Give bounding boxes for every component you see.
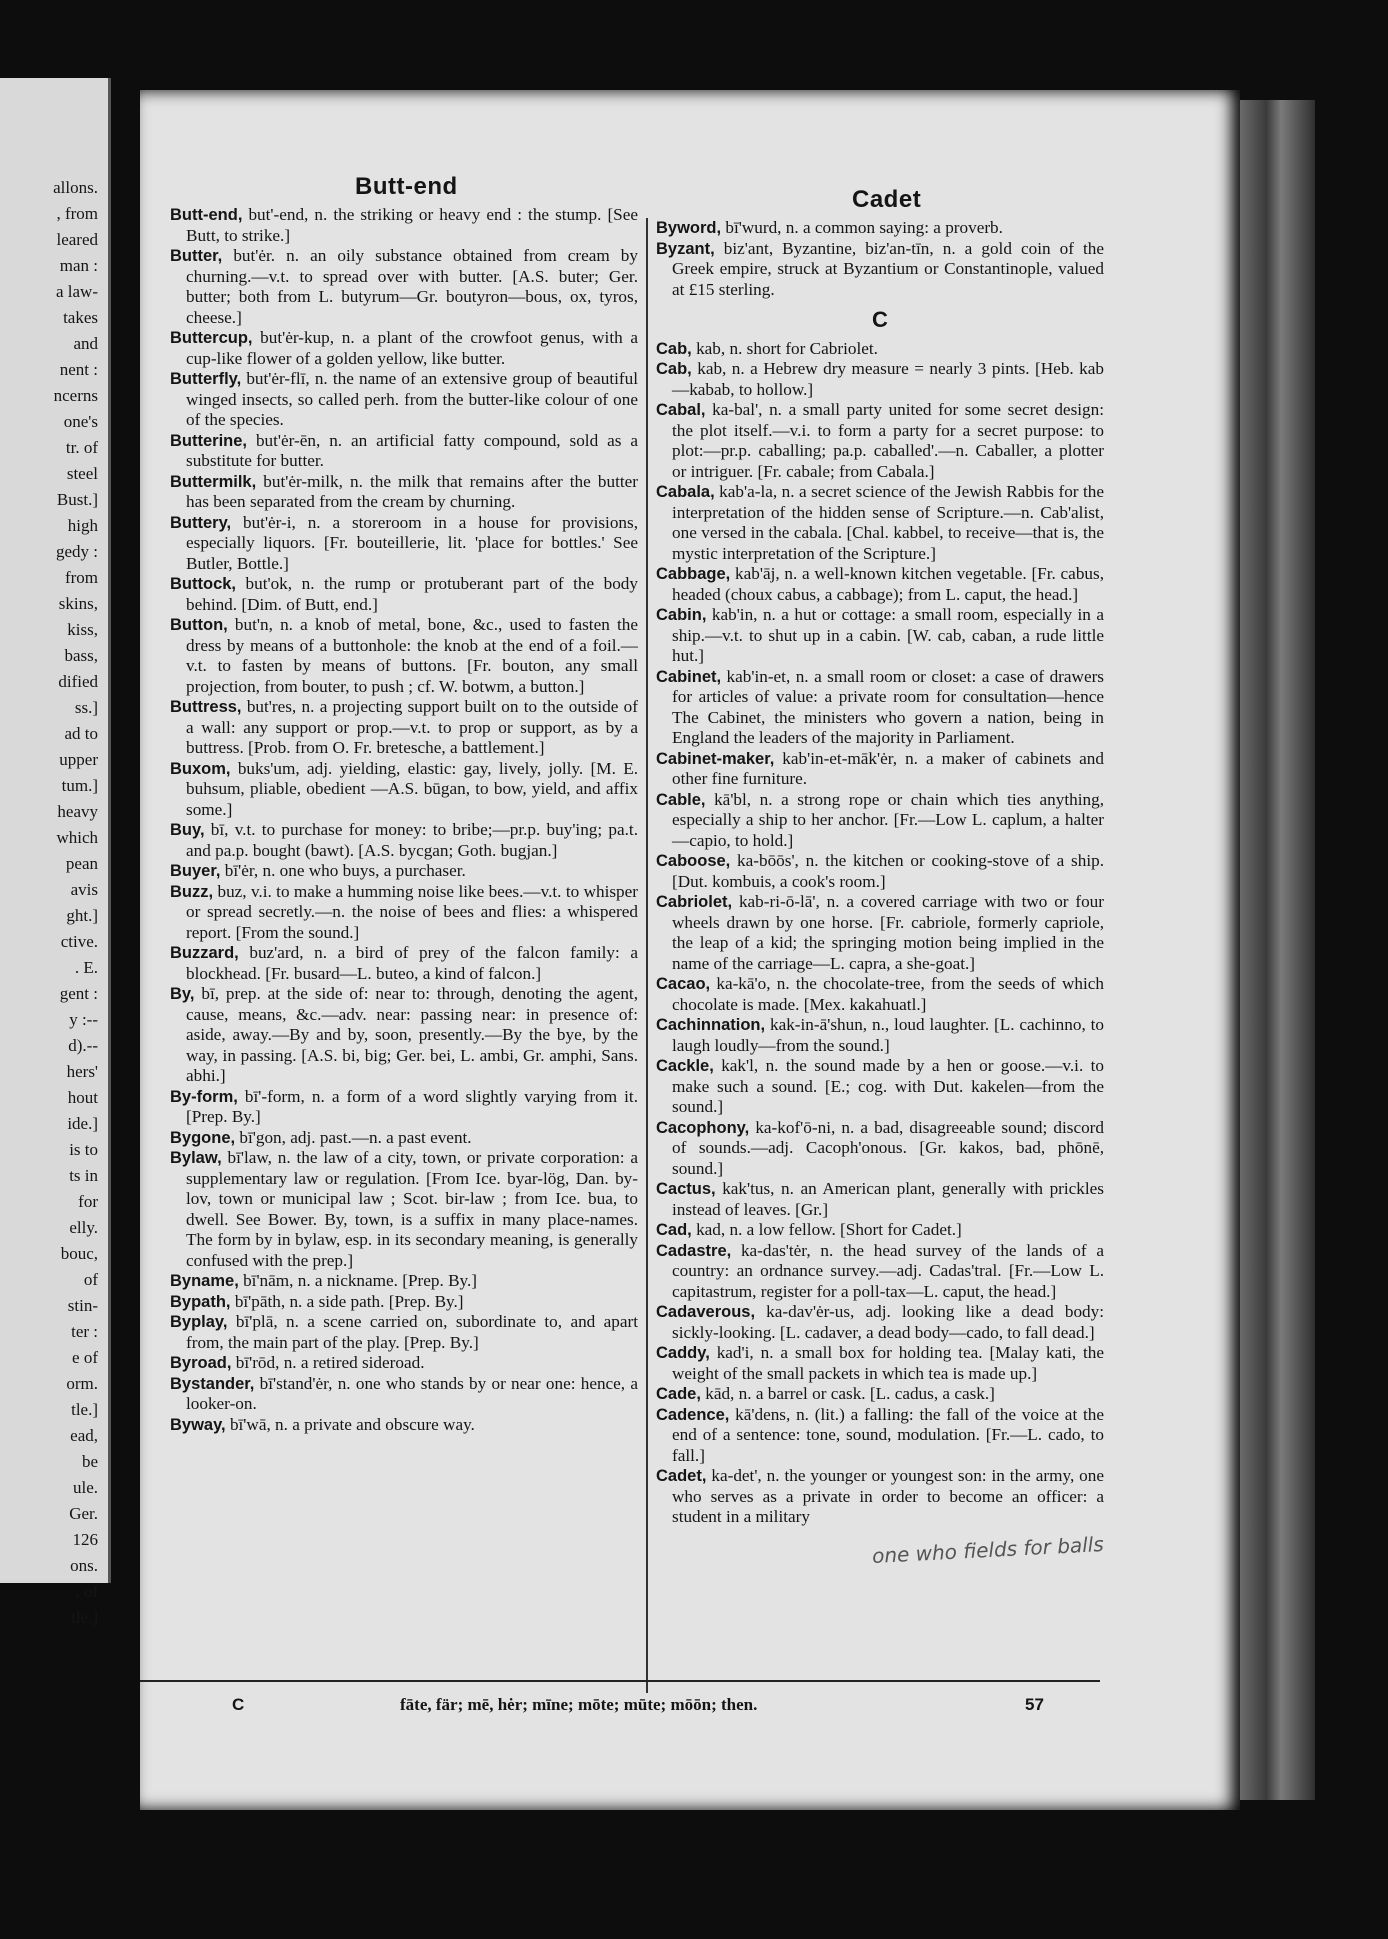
entry-definition: but'ok, n. the rump or protuberant part of the body behind. [Dim. of Butt, end.] [186,574,638,614]
entry-headword: Buttock, [170,575,236,593]
entry-headword: Cab, [656,339,692,358]
left-page-line: is to [69,1140,98,1159]
left-page-fragment [0,78,111,1627]
dictionary-entry [170,820,638,861]
left-column [170,205,638,1435]
entry-headword: Cab, [656,360,692,378]
entry-definition: bī'nām, n. a nickname. [Prep. By.] [238,1271,478,1290]
entry-definition: kak'l, n. the sound made by a hen or goose.—v.i. to make such a sound. [E.; cog. with Dut. kakelen—from the sound.] [672,1056,1104,1116]
dictionary-entry [170,861,638,882]
entry-headword: Byzant, [656,239,715,258]
entry-headword: Butterine, [170,431,248,450]
dictionary-entry [656,400,1104,482]
left-page-line: ter : [71,1322,98,1341]
entry-headword: Byway, [170,1415,226,1434]
entry-headword: Buyer, [170,862,221,880]
entry-definition: bī, v.t. to purchase for money: to bribe;—pr.p. buy'ing; pa.t. and pa.p. bought (bawt). [A.S. bycgan; Goth. bugjan.] [186,820,638,860]
left-page-line: high [67,516,98,535]
dictionary-entry [656,1015,1104,1056]
dictionary-entry [170,513,638,575]
left-page-line: d).-- [68,1036,98,1055]
page-number: 57 [1025,1695,1044,1714]
entry-headword: Cad, [656,1221,692,1239]
page-footer [140,1695,1100,1721]
dictionary-entry [656,1343,1104,1384]
pronunciation-key: fāte, fär; mē, hėr; mīne; mōte; mūte; mōōn; then. [400,1695,758,1714]
entry-headword: Cadaverous, [656,1303,756,1321]
entry-headword: Cadastre, [656,1241,732,1260]
handwritten-note: one who fields for balls [871,1531,1105,1569]
dictionary-entry [656,1118,1104,1180]
left-page-line: leared [56,230,98,249]
dictionary-entry [656,1056,1104,1118]
entry-headword: Byplay, [170,1313,228,1331]
entry-definition: bī'stand'ėr, n. one who stands by or near one: hence, a looker-on. [186,1373,638,1413]
dictionary-entry [170,328,638,369]
left-page-line: ead, [70,1426,98,1445]
dictionary-entry [170,984,638,1087]
entry-definition: bī, prep. at the side of: near to: through, denoting the agent, cause, means, &c.—adv. near: passing near: in presence of: aside, away.—By and by, soon, presently.—By the bye, by the way, in passing. [A.S. bi, big; Ger. bei, L. ambi, Gr. amphi, Sans. abhi.] [186,984,638,1085]
entry-headword: Cackle, [656,1057,714,1075]
entry-definition: bī'gon, adj. past.—n. a past event. [235,1127,472,1147]
left-page-line: . E. [74,958,98,977]
entry-definition: but'ėr-kup, n. a plant of the crowfoot genus, with a cup-like flower of a golden yellow, like butter. [186,328,638,368]
right-entries-after [656,339,1104,1528]
entry-definition: biz'ant, Byzantine, biz'an-tīn, n. a gold coin of the Greek empire, struck at Byzantium or Constantinople, valued at £15 sterling. [672,238,1104,299]
page-edge [1240,100,1315,1800]
left-page-line: orm. [66,1374,98,1393]
dictionary-entry [170,574,638,615]
dictionary-entry [656,239,1104,301]
left-page-line: elly. [69,1218,98,1237]
dictionary-entry [656,851,1104,892]
signature-mark: C [232,1695,245,1714]
entry-headword: Butt-end, [170,206,243,224]
dictionary-entry [170,1148,638,1271]
dictionary-entry [170,1374,638,1415]
entry-headword: Bylaw, [170,1149,222,1167]
left-page-line: y :-- [69,1010,98,1029]
left-page-line: takes [63,308,98,327]
entry-definition: buz'ard, n. a bird of prey of the falcon family: a blockhead. [Fr. busard—L. buteo, a kind of falcon.] [186,943,638,983]
entry-headword: Butter, [170,247,223,265]
entry-headword: Cade, [656,1385,701,1403]
dictionary-entry [656,790,1104,852]
entry-headword: Byroad, [170,1354,232,1372]
left-page-line: bouc, [60,1244,98,1263]
dictionary-entry [170,431,638,472]
entry-definition: bī'wurd, n. a common saying: a proverb. [721,218,1003,237]
entry-headword: Buttercup, [170,329,253,347]
entry-headword: By-form, [170,1087,238,1106]
dictionary-entry [170,1128,638,1149]
dictionary-entry [656,218,1104,239]
left-page-line: 126 [72,1530,98,1549]
entry-headword: Buttermilk, [170,472,257,491]
left-page-line: , of [75,1582,98,1601]
left-page-line: steel [66,464,98,483]
dictionary-entry [170,246,638,328]
entry-definition: kad, n. a low fellow. [Short for Cadet.] [691,1220,962,1239]
left-page-line: hers' [66,1062,98,1081]
dictionary-entry [656,564,1104,605]
entry-headword: Buxom, [170,759,231,778]
left-page-line: dified [58,672,98,691]
entry-definition: kab'in-et-māk'ėr, n. a maker of cabinets and other fine furniture. [672,748,1104,788]
left-page-line: be [81,1452,98,1471]
running-head-left: Butt-end [355,173,458,200]
entry-definition: kab-ri-ō-lā', n. a covered carriage with two or four wheels drawn by one horse. [Fr. cabriole, formerly capriole, the leap of a kid; the springing motion being implied in the name of the carriage—L. capra, a she-goat.] [672,892,1104,973]
entry-definition: but'n, n. a knob of metal, bone, &c., used to fasten the dress by means of a buttonhole: the knob at the end of a foil.—v.t. to fasten by means of buttons. [Fr. bouton, any small projection, from bouter, to push ; cf. W. botwm, a button.] [186,615,638,696]
entry-definition: buks'um, adj. yielding, elastic: gay, lively, jolly. [M. E. buhsum, pliable, obedient —A.S. būgan, to bow, yield, and affix some.] [186,758,638,819]
entry-headword: Buy, [170,821,205,839]
left-page-line: allons. [53,178,98,197]
entry-definition: kab'in, n. a hut or cottage: a small room, especially in a ship.—v.t. to shut up in a cabin. [W. cab, caban, a rude little hut.] [672,605,1104,665]
left-page-line: bass, [64,646,98,665]
dictionary-entry [656,892,1104,974]
left-page-line: of [83,1270,98,1289]
entry-headword: Cacophony, [656,1118,750,1137]
dictionary-entry [170,1353,638,1374]
entry-definition: bī'plā, n. a scene carried on, subordinate to, and apart from, the main part of the play. [Prep. By.] [186,1312,638,1352]
left-page-line: e of [72,1348,98,1367]
entry-headword: Cabriolet, [656,893,733,911]
entry-definition: but'ėr-i, n. a storeroom in a house for provisions, especially liquors. [Fr. bouteillerie, lit. 'place for bottles.' See Butler, Bottle.] [186,512,638,573]
left-page-line: Bust.] [56,490,98,509]
left-page-line: which [56,828,98,847]
left-page-line: tr. of [65,438,98,457]
entry-definition: bī'pāth, n. a side path. [Prep. By.] [230,1291,464,1311]
entry-headword: Bystander, [170,1374,255,1393]
dictionary-entry [656,667,1104,749]
left-page-line: kiss, [67,620,98,639]
dictionary-entry [170,1292,638,1313]
dictionary-entry [170,1415,638,1436]
dictionary-entry [170,1312,638,1353]
dictionary-entry [656,605,1104,667]
entry-definition: but'-end, n. the striking or heavy end : the stump. [See Butt, to strike.] [186,205,638,245]
dictionary-entry [170,697,638,759]
entry-definition: bī'law, n. the law of a city, town, or private corporation: a supplementary law or regulation. [From Ice. byar-lög, Dan. by-lov, town or municipal law ; Scot. bir-law ; from Ice. bua, to dwell. See Bower. By, town, is a suffix in many place-names. The form by in bylaw, esp. in its secondary meaning, is generally confused with the prep.] [186,1148,638,1270]
left-page-line: ght.] [66,906,98,925]
entry-headword: Bypath, [170,1292,231,1311]
entry-definition: kab, n. a Hebrew dry measure = nearly 3 pints. [Heb. kab—kabab, to hollow.] [672,359,1104,399]
entry-definition: kā'bl, n. a strong rope or chain which ties anything, especially a ship to her anchor. [Fr.—Low L. caplum, a halter—capio, to hold.] [672,789,1104,850]
left-page-line: upper [59,750,98,769]
left-page-line: ctive. [60,932,98,951]
entry-headword: Cadence, [656,1405,730,1424]
entry-headword: Cabinet-maker, [656,749,775,768]
left-page-line: tum.] [61,776,98,795]
entry-definition: kab'āj, n. a well-known kitchen vegetable. [Fr. cabus, headed (choux cabus, a cabbage); from L. caput, the head.] [672,564,1104,604]
left-page-line: gedy : [55,542,98,561]
entry-headword: Bygone, [170,1128,236,1147]
left-page-line: a law- [55,282,98,301]
entry-definition: ka-kā'o, n. the chocolate-tree, from the seeds of which chocolate is made. [Mex. kakahuatl.] [672,974,1104,1014]
footer-rule [140,1680,1100,1682]
left-page-line: one's [63,412,98,431]
left-page-line: pean [65,854,98,873]
entry-definition: kab'a-la, n. a secret science of the Jewish Rabbis for the interpretation of the hidden sense of Scripture.—n. Cab'alist, one versed in the cabala. [Chal. kabbel, to receive—that is, the mystic interpretation of the Scripture.] [672,482,1104,563]
left-page-line: gent : [59,984,98,1003]
entry-headword: Byname, [170,1272,239,1290]
entry-definition: ka-dav'ėr-us, adj. looking like a dead body: sickly-looking. [L. cadaver, a dead body—cado, to fall dead.] [672,1302,1104,1342]
entry-definition: kād, n. a barrel or cask. [L. cadus, a cask.] [700,1384,995,1403]
left-page-line: stin- [67,1296,98,1315]
left-page-line: , from [56,204,98,223]
entry-headword: Buttery, [170,513,232,532]
left-page-line: ncerns [53,386,98,405]
entry-headword: Cadet, [656,1467,707,1485]
dictionary-entry [170,615,638,697]
entry-headword: Caddy, [656,1344,710,1362]
left-page-line: and [73,334,98,353]
entry-headword: Butterfly, [170,370,242,388]
entry-headword: Buttress, [170,698,242,716]
entry-headword: Cable, [656,790,706,809]
entry-definition: but'ėr-milk, n. the milk that remains after the butter has been separated from the cream by churning. [186,471,638,511]
dictionary-entry [170,1087,638,1128]
entry-definition: bī'wā, n. a private and obscure way. [225,1414,475,1434]
dictionary-entry [170,1271,638,1292]
entry-definition: ka-das'tėr, n. the head survey of the lands of a country: an ordnance survey.—adj. Cadas'tral. [Fr.—Low L. capitastrum, register for a poll-tax—L. caput, the head.] [672,1240,1104,1301]
entry-headword: Byword, [656,219,722,237]
dictionary-entry [170,369,638,431]
entry-definition: ka-bōōs', n. the kitchen or cooking-stove of a ship. [Dut. kombuis, a cook's room.] [672,851,1104,891]
entry-definition: but'ėr. n. an oily substance obtained from cream by churning.—v.t. to spread over with butter. [A.S. buter; Ger. butter; both from L. butyrum—Gr. boutyron—bous, ox, tyros, cheese.] [186,246,638,327]
entry-definition: kab, n. short for Cabriolet. [691,338,878,358]
dictionary-entry [170,472,638,513]
entry-headword: Buzzard, [170,944,239,962]
entry-definition: but'ėr-ēn, n. an artificial fatty compound, sold as a substitute for butter. [186,430,638,470]
dictionary-entry [656,974,1104,1015]
entry-definition: but'ėr-flī, n. the name of an extensive group of beautiful winged insects, so called perh. from the butter-like colour of one of the species. [186,369,638,429]
dictionary-entry [656,1466,1104,1528]
entry-headword: Buzz, [170,882,214,901]
dictionary-entry [656,1179,1104,1220]
running-head-right: Cadet [852,186,922,213]
left-page-line: ule. [72,1478,98,1497]
dictionary-entry [170,882,638,944]
left-page-line: for [78,1192,98,1211]
entry-definition: ka-kof'ō-ni, n. a bad, disagreeable sound; discord of sounds.—adj. Cacoph'onous. [Gr. kakos, bad, phōnē, sound.] [672,1117,1104,1178]
entry-headword: Button, [170,616,228,634]
left-page-line: skins, [58,594,98,613]
section-letter: C [872,307,888,332]
entry-definition: kad'i, n. a small box for holding tea. [Malay kati, the weight of the small packets in which tea is made up.] [672,1343,1104,1383]
entry-headword: Cabbage, [656,565,731,583]
left-page-line: tle.] [71,1400,98,1419]
entry-headword: Cabin, [656,606,707,624]
left-page-line: ts in [69,1166,98,1185]
dictionary-entry [656,1405,1104,1467]
entry-headword: Cachinnation, [656,1016,766,1034]
left-page-line: man : [59,256,98,275]
entry-definition: ka-det', n. the younger or youngest son: in the army, one who serves as a private in order to become an officer: a student in a military [672,1466,1104,1526]
column-divider [646,218,648,1693]
left-page-line: Ger. [69,1504,98,1523]
dictionary-entry [170,759,638,821]
entry-definition: bī'ėr, n. one who buys, a purchaser. [220,861,466,880]
left-page-line: ide.] [67,1114,98,1133]
entry-headword: Caboose, [656,852,731,870]
entry-definition: but'res, n. a projecting support built on to the outside of a wall: any support or prop.—v.t. to prop or support, as by a buttress. [Prob. from O. Fr. bretesche, a battlement.] [186,697,638,757]
entry-definition: bī'rōd, n. a retired sideroad. [231,1353,425,1372]
dictionary-entry [656,359,1104,400]
entry-headword: Cabinet, [656,667,722,686]
left-page-line: from [64,568,98,587]
left-page-line: hout [67,1088,98,1107]
left-page-line: heavy [57,802,98,821]
entry-definition: kak'tus, n. an American plant, generally with prickles instead of leaves. [Gr.] [672,1179,1104,1219]
dictionary-entry [656,482,1104,564]
dictionary-entry [656,1241,1104,1303]
entry-definition: kab'in-et, n. a small room or closet: a case of drawers for articles of value: a private room for consultation—hence The Cabinet, the ministers who govern a nation, being in England the leaders of the majority in Parliament. [672,666,1104,747]
entry-definition: buz, v.i. to make a humming noise like bees.—v.t. to whisper or spread secretly.—n. the noise of bees and flies: a whispered report. [From the sound.] [186,881,638,942]
left-page-line: ss.] [74,698,98,717]
dictionary-entry [656,749,1104,790]
dictionary-entry [656,1384,1104,1405]
left-page-line: ons. [70,1556,98,1575]
left-page-line: avis [70,880,98,899]
entry-definition: kā'dens, n. (lit.) a falling: the fall of the voice at the end of a sentence: tone, sound, modulation. [Fr.—L. cado, to fall.] [672,1404,1104,1465]
right-entries-before [656,218,1104,300]
dictionary-entry [656,339,1104,360]
entry-definition: bī'-form, n. a form of a word slightly varying from it. [Prep. By.] [186,1086,638,1126]
dictionary-entry [170,205,638,246]
dictionary-entry [656,1220,1104,1241]
entry-headword: Cacao, [656,975,711,993]
entry-headword: By, [170,985,195,1003]
left-page-line: nent : [59,360,98,379]
entry-definition: kak-in-ā'shun, n., loud laughter. [L. cachinno, to laugh loudly—from the sound.] [672,1015,1104,1055]
entry-definition: ka-bal', n. a small party united for some secret design: the plot itself.—v.i. to form a party for a secret purpose: to plot:—pr.p. caballing; pa.p. caballed'.—n. Caballer, a plotter or intriguer. [Fr. cabale; from Cabala.] [672,400,1104,481]
right-column [656,218,1104,1528]
entry-headword: Cabal, [656,401,706,419]
entry-headword: Cactus, [656,1180,716,1198]
entry-headword: Cabala, [656,483,715,501]
dictionary-entry [656,1302,1104,1343]
left-page-line: tle.] [71,1608,98,1627]
left-page-line: ad to [64,724,98,743]
dictionary-entry [170,943,638,984]
